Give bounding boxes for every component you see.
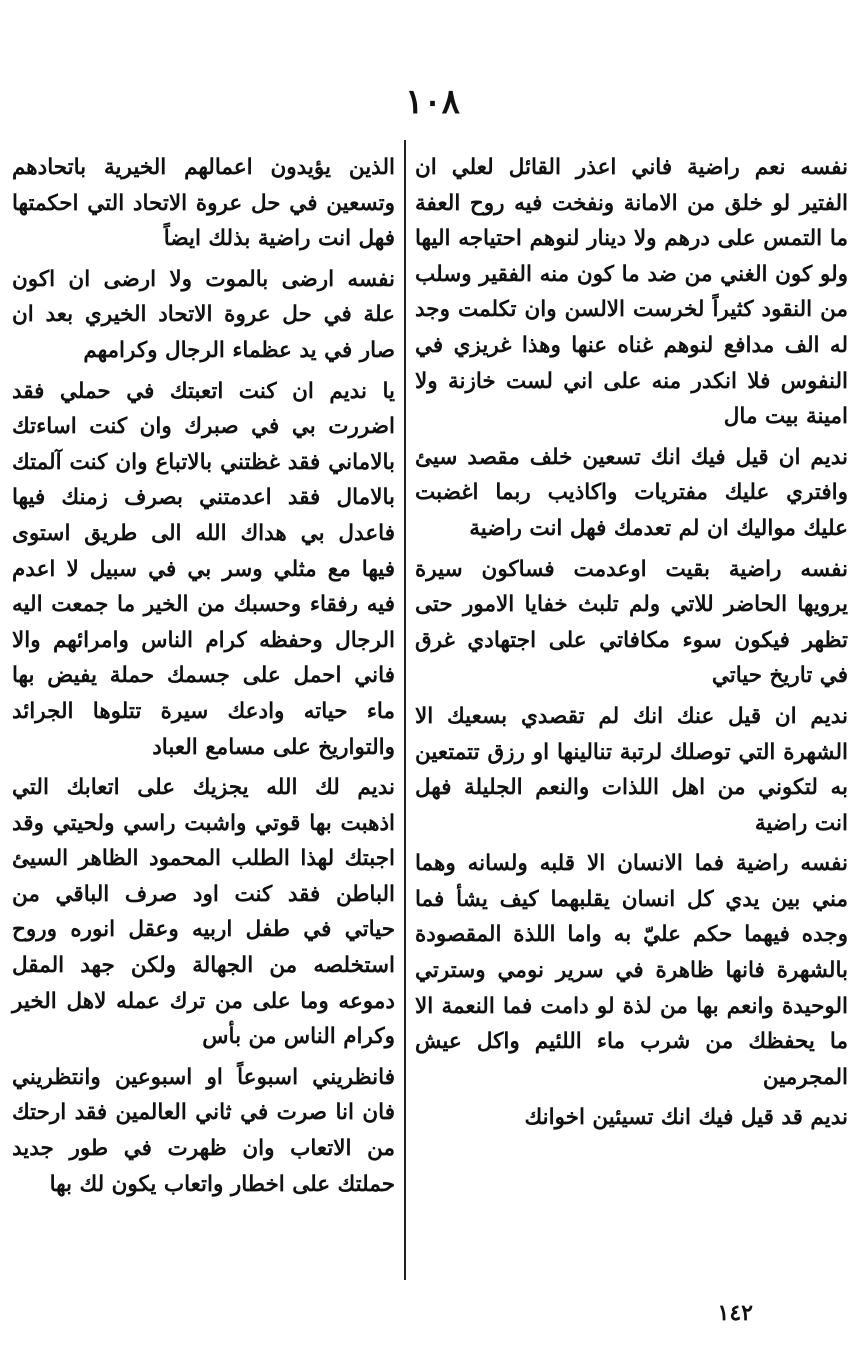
paragraph: نديم لك الله يجزيك على اتعابك التي اذهبت بها قوتي واشبت راسي ولحيتي وقد اجبتك لهذا الطلب المحمود الظاهر السيئ الباطن فقد كنت اود صرف الباقي من حياتي في طفل اربيه وعقل انوره وروح استخلصه من الجهالة ولكن جهد المقل دموعه وما على من ترك عمله لاهل الخير وكرام الناس من بأس — [12, 775, 395, 1050]
paragraph: يا نديم ان كنت اتعبتك في حملي فقد اضررت بي في صبرك وان كنت اساءتك بالاماني فقد غظتني بالاتباع وان كنت آلمتك بالامال فقد اعدمتني بصرف زمنك فيها فاعدل بي هداك الله الى طريق استوى فيها مع مثلي وسر بي في سبيل لا اعدم فيه رفقاء وحسبك من الخير ما جمعت اليه الرجال وحفظه كرام الناس وامرائهم والا فاني احمل على جسمك حملة يفيض بها ماء حياته وادعك سيرة تتلوها الجرائد والتواريخ على مسامع العباد — [12, 378, 395, 760]
column-divider — [404, 140, 406, 1280]
paragraph: الذين يؤيدون اعمالهم الخيرية باتحادهم وتسعين في حل عروة الاتحاد التي احكمتها فهل انت راضية بذلك ايضاً — [12, 155, 395, 252]
paragraph: نديم قد قيل فيك انك تسيئين اخوانك — [524, 1105, 848, 1131]
paragraph: فانظريني اسبوعاً او اسبوعين وانتظريني فان انا صرت في ثاني العالمين فقد ارحتك من الاتعاب وان ظهرت في طور جديد حملتك على اخطار واتعاب يكون لك بها — [12, 1064, 395, 1197]
paragraph: نفسه ارضى بالموت ولا ارضى ان اكون علة في حل عروة الاتحاد الخيري بعد ان صار في يد عظماء الرجال وكرامهم — [12, 266, 395, 363]
left-column — [12, 150, 395, 1207]
page-number-bottom: ١٤٢ — [717, 1300, 753, 1326]
paragraph: نديم ان قيل عنك انك لم تقصدي بسعيك الا الشهرة التي توصلك لرتبة تنالينها او رزق تتمتعين به لتكوني من اهل اللذات والنعم الجليلة فهل انت راضية — [415, 703, 848, 836]
paragraph: نديم ان قيل فيك انك تسعين خلف مقصد سيئ وافتري عليك مفتريات واكاذيب ربما اغضبت عليك مواليك ان لم تعدمك فهل انت راضية — [415, 444, 848, 541]
right-column — [415, 150, 848, 1141]
paragraph: نفسه راضية فما الانسان الا قلبه ولسانه وهما مني بين يدي كل انسان يقلبهما كيف يشأ فما وجده فيهما حكم عليّ به واما اللذة المقصودة بالشهرة فانها ظاهرة في سرير نومي وسترتي الوحيدة وانعم بها من لذة لو دامت فما النعمة الا ما يحفظك من شرب ماء اللئيم واكل عيش المجرمين — [415, 851, 848, 1090]
page-number-top: ١٠٨ — [405, 82, 460, 122]
paragraph: نفسه راضية بقيت اوعدمت فساكون سيرة يرويها الحاضر للاتي ولم تلبث خفايا الامور حتى تظهر فيكون سوء مكافاتي على اجتهادي غرق في تاريخ حياتي — [415, 556, 848, 689]
paragraph: نفسه نعم راضية فاني اعذر القائل لعلي ان الفتير لو خلق من الامانة ونفخت فيه روح العفة ما التمس على درهم ولا دينار لنوهم احتياجه اليها ولو كون الغني من ضد ما كون منه الفقير وسلب من النقود كثيراً لخرست الالسن وان تكلمت وجد له الف مدافع لنوهم غناه عنها وهذا غريزي في النفوس فلا انكدر منه على اني لست خازنة ولا امينة بيت مال — [415, 155, 848, 430]
